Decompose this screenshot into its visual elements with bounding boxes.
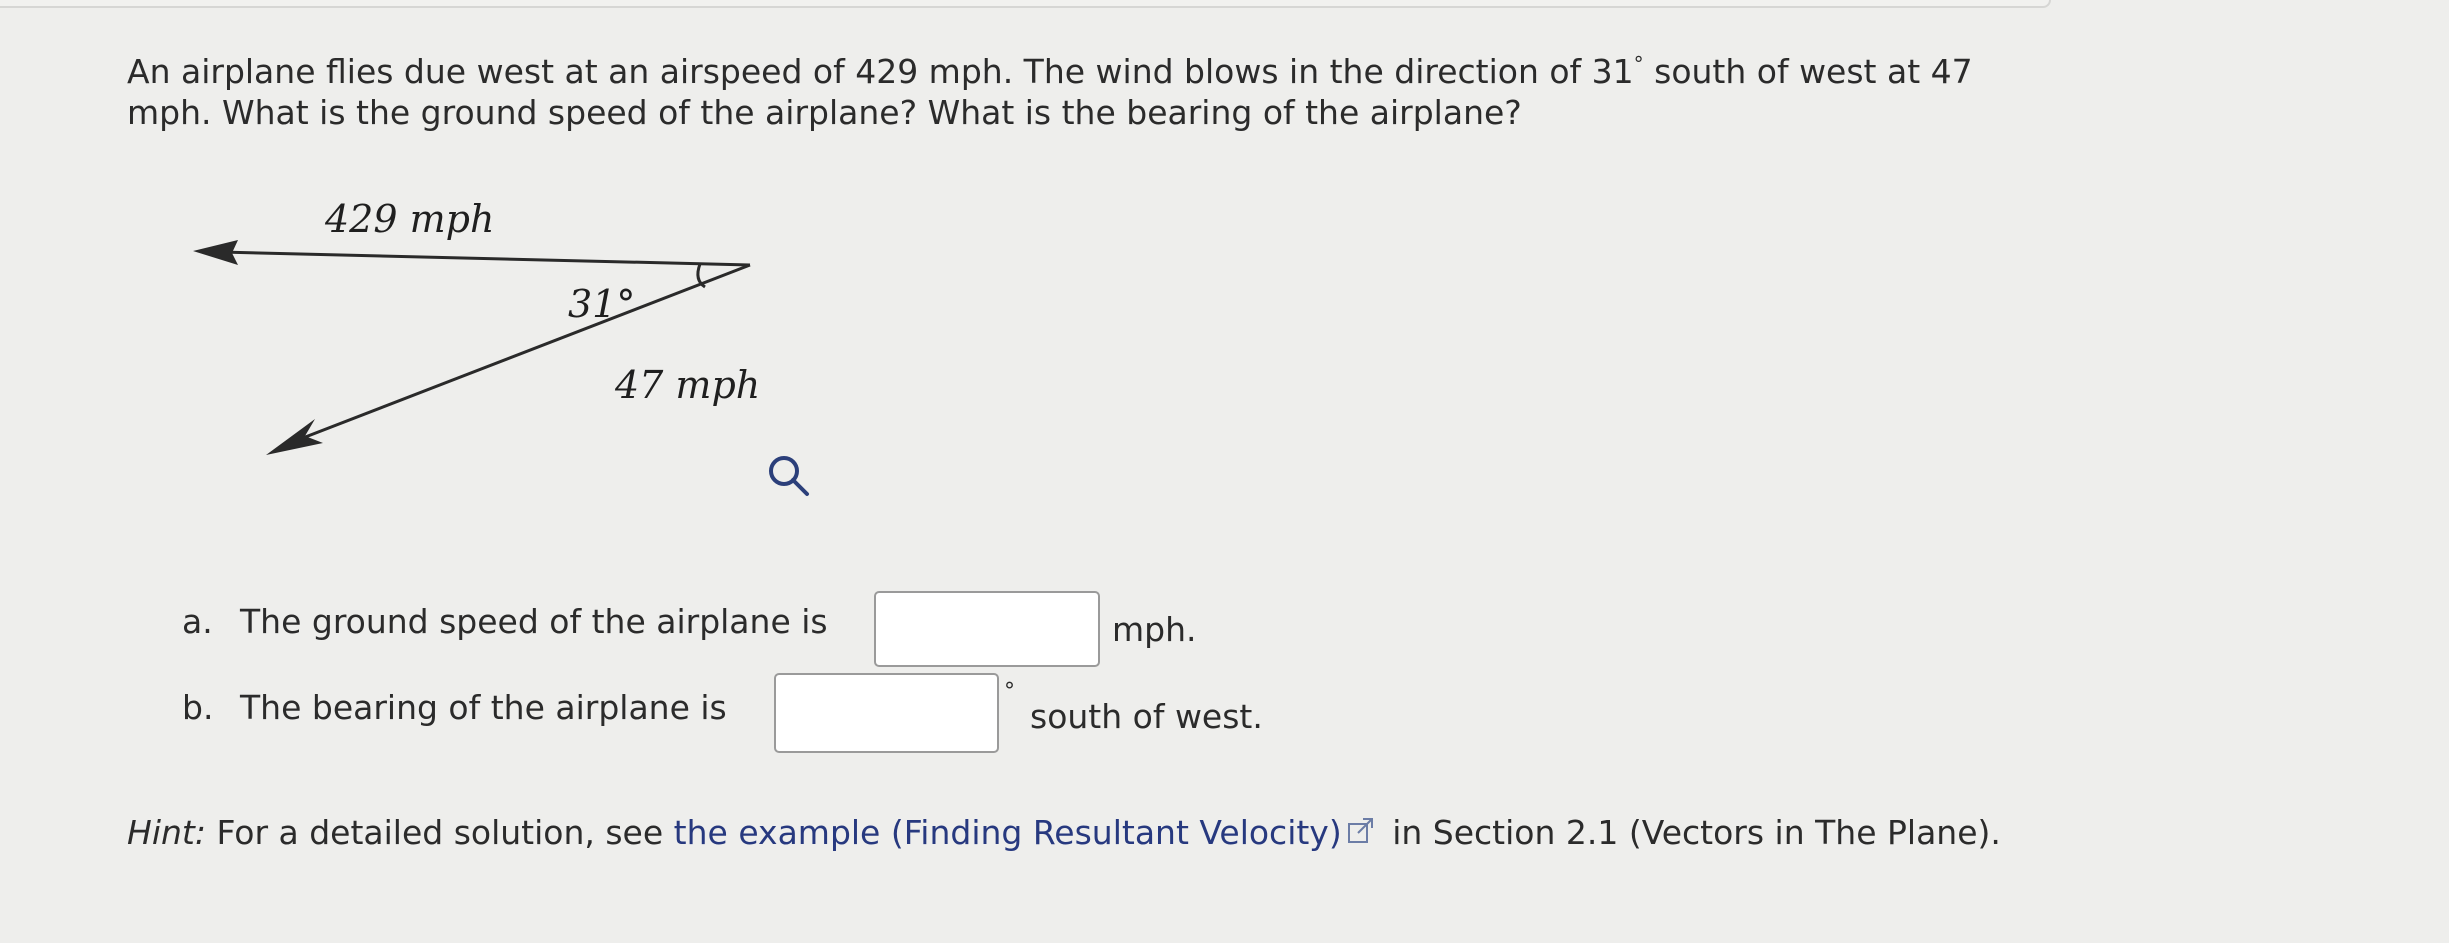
answer-a-prefix: The ground speed of the airplane is: [240, 602, 828, 641]
magnifier-icon[interactable]: [765, 452, 815, 502]
airspeed-label: 429 mph: [325, 197, 495, 241]
wind-vector-line: [295, 265, 750, 441]
hint-label: Hint:: [127, 813, 206, 852]
external-link-icon[interactable]: [1346, 814, 1376, 855]
hint-text-before: For a detailed solution, see: [205, 813, 674, 852]
airspeed-vector-line: [220, 252, 750, 265]
question-text: [127, 44, 2027, 133]
question-part-2: south of west at 47 mph. What is the ground speed of the airplane? What is the bearing of the airplane?: [127, 52, 1973, 132]
answer-b-row: [182, 688, 727, 728]
example-link[interactable]: the example (Finding Resultant Velocity): [673, 813, 1342, 852]
answer-b-suffix: south of west.: [1030, 697, 1263, 736]
answer-a-row: [182, 602, 828, 642]
vector-diagram: [180, 185, 780, 475]
answer-a-letter: a.: [182, 602, 213, 641]
answer-b-prefix: The bearing of the airplane is: [240, 688, 727, 727]
bearing-degree-symbol: °: [1004, 679, 1015, 704]
top-divider: [0, 0, 2051, 8]
wind-label: 47 mph: [615, 363, 761, 407]
ground-speed-input[interactable]: [874, 591, 1100, 667]
answer-b-letter: b.: [182, 688, 214, 727]
hint-text-after: in Section 2.1 (Vectors in The Plane).: [1381, 813, 2001, 852]
bearing-input[interactable]: [774, 673, 999, 753]
airspeed-arrowhead: [193, 240, 238, 265]
angle-label: 31°: [568, 282, 636, 326]
question-degree: °: [1633, 52, 1644, 76]
question-part-1: An airplane flies due west at an airspeed of 429 mph. The wind blows in the direction of 31: [127, 52, 1634, 91]
hint-text: [127, 812, 2027, 855]
answer-a-suffix: mph.: [1112, 610, 1197, 649]
wind-arrowhead: [266, 419, 323, 455]
magnifier-icon-svg: [765, 452, 815, 502]
